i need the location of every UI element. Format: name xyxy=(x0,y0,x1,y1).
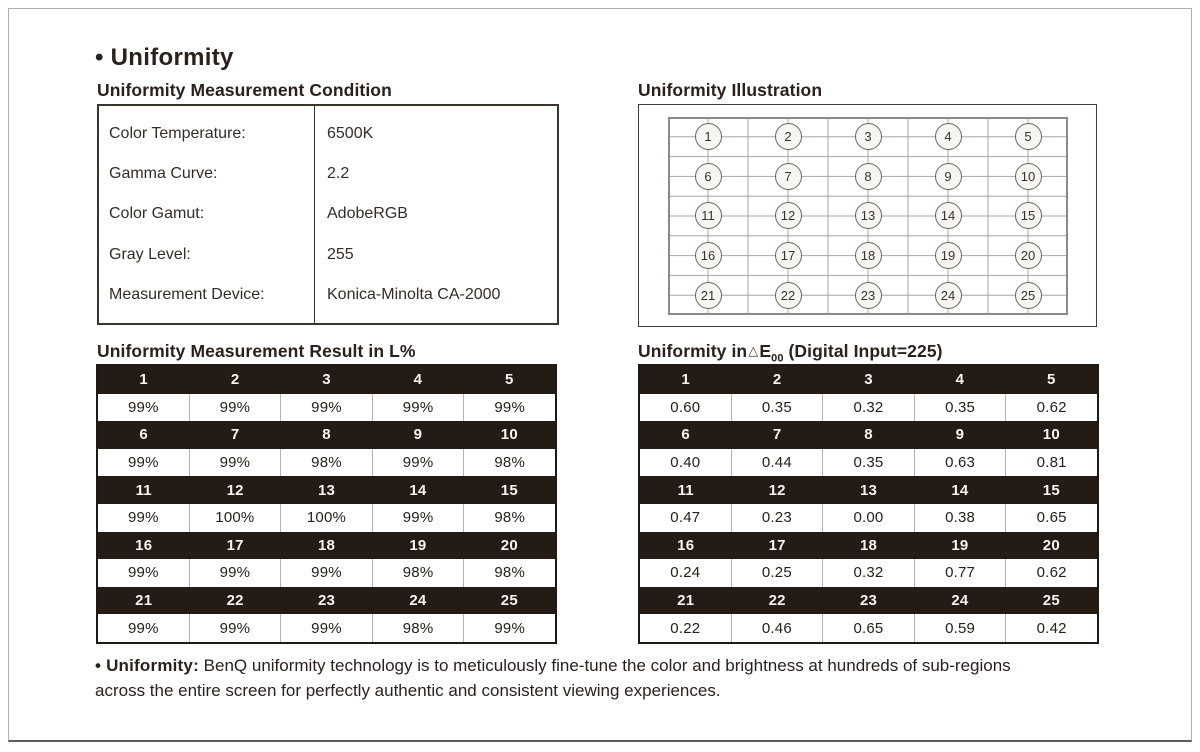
table-value-cell: 0.35 xyxy=(822,449,914,477)
table-index-cell: 25 xyxy=(500,592,518,610)
measurement-point-cell xyxy=(908,117,988,157)
condition-value: 255 xyxy=(327,245,354,263)
table-value-cell: 0.24 xyxy=(670,564,701,582)
table-value-row xyxy=(640,394,1097,422)
condition-heading: Uniformity Measurement Condition xyxy=(97,80,392,100)
table-index-row xyxy=(98,532,555,560)
measurement-point-cell xyxy=(828,196,908,236)
measurement-point-circle: 17 xyxy=(775,242,802,269)
table-value-row xyxy=(98,449,555,477)
table-index-cell: 18 xyxy=(859,536,878,554)
measurement-point-cell xyxy=(988,157,1068,197)
table-value-cell: 0.32 xyxy=(822,559,914,587)
measurement-point-cell xyxy=(908,275,988,315)
measurement-point-circle: 22 xyxy=(775,282,802,309)
measurement-point-circle: 6 xyxy=(695,163,722,190)
footer-label: • Uniformity: xyxy=(95,656,199,675)
table-index-cell: 10 xyxy=(500,426,518,444)
table-value-cell: 99% xyxy=(463,614,555,642)
table-value-cell: 0.44 xyxy=(731,449,823,477)
table-value-cell: 0.81 xyxy=(1005,449,1097,477)
table-index-cell: 8 xyxy=(864,426,873,444)
table-value-cell: 0.47 xyxy=(670,509,701,527)
table-value-cell: 0.62 xyxy=(1005,394,1097,422)
table-value-row xyxy=(98,504,555,532)
table-index-cell: 4 xyxy=(955,371,965,389)
measurement-point-circle: 21 xyxy=(695,282,722,309)
table-value-cell: 100% xyxy=(189,504,281,532)
table-index-row xyxy=(640,476,1097,504)
measurement-point-circle: 10 xyxy=(1015,163,1042,190)
table-index-cell: 10 xyxy=(1042,426,1060,444)
illustration-heading: Uniformity Illustration xyxy=(638,80,823,100)
condition-table xyxy=(97,104,559,325)
footer-text-line2: across the entire screen for perfectly authentic and consistent viewing experiences. xyxy=(95,681,721,700)
measurement-point-cell xyxy=(828,157,908,197)
measurement-point-circle: 9 xyxy=(935,163,962,190)
table-index-row xyxy=(98,587,555,615)
measurement-point-cell xyxy=(908,157,988,197)
table-value-cell: 98% xyxy=(463,449,555,477)
table-value-cell: 0.60 xyxy=(670,398,701,416)
measurement-point-circle: 1 xyxy=(695,123,722,150)
measurement-point-circle: 2 xyxy=(775,123,802,150)
table-index-row xyxy=(98,476,555,504)
measurement-point-cell xyxy=(748,196,828,236)
table-value-cell: 99% xyxy=(127,454,159,472)
table-index-row xyxy=(640,366,1097,394)
table-index-row xyxy=(640,532,1097,560)
table-value-cell: 98% xyxy=(463,559,555,587)
table-index-cell: 24 xyxy=(951,592,969,610)
table-index-cell: 8 xyxy=(322,426,331,444)
illustration-box xyxy=(638,104,1097,327)
table-index-cell: 15 xyxy=(1042,481,1060,499)
deltae-result-table xyxy=(638,364,1099,644)
measurement-point-circle: 11 xyxy=(695,202,722,229)
table-index-cell: 13 xyxy=(317,481,336,499)
measurement-point-cell xyxy=(748,236,828,276)
footer-description xyxy=(95,653,1135,703)
table-value-cell: 0.35 xyxy=(914,394,1006,422)
table-index-cell: 2 xyxy=(230,371,240,389)
table-value-cell: 0.42 xyxy=(1005,614,1097,642)
condition-value: AdobeRGB xyxy=(327,205,408,223)
table-index-cell: 5 xyxy=(505,371,514,389)
table-value-row xyxy=(640,614,1097,642)
table-index-cell: 20 xyxy=(1042,536,1060,554)
table-value-cell: 0.35 xyxy=(731,394,823,422)
table-value-row xyxy=(640,449,1097,477)
measurement-point-cell xyxy=(828,275,908,315)
table-index-cell: 23 xyxy=(859,592,878,610)
table-value-cell: 99% xyxy=(127,398,159,416)
deltae-heading-prefix: Uniformity in xyxy=(638,341,748,361)
table-value-row xyxy=(98,614,555,642)
table-value-row xyxy=(98,559,555,587)
measurement-point-cell xyxy=(668,196,748,236)
footer-text-line1: BenQ uniformity technology is to meticulously fine-tune the color and brightness at hundreds of sub-regions xyxy=(203,656,1011,675)
table-value-cell: 99% xyxy=(189,449,281,477)
table-index-cell: 12 xyxy=(226,481,244,499)
table-index-cell: 7 xyxy=(772,426,782,444)
condition-value: Konica-Minolta CA-2000 xyxy=(327,285,501,303)
condition-label: Gamma Curve: xyxy=(109,165,218,183)
measurement-point-cell xyxy=(668,117,748,157)
table-index-row xyxy=(640,587,1097,615)
table-index-row xyxy=(98,366,555,394)
measurement-point-circle: 8 xyxy=(855,163,882,190)
measurement-point-circle: 24 xyxy=(935,282,962,309)
table-index-cell: 22 xyxy=(226,592,244,610)
table-value-cell: 0.63 xyxy=(914,449,1006,477)
table-index-cell: 16 xyxy=(135,536,153,554)
table-index-cell: 1 xyxy=(139,371,148,389)
table-value-row xyxy=(640,504,1097,532)
table-index-cell: 4 xyxy=(413,371,423,389)
table-index-cell: 6 xyxy=(681,426,690,444)
measurement-point-cell xyxy=(828,236,908,276)
measurement-point-cell xyxy=(668,157,748,197)
table-index-cell: 3 xyxy=(864,371,873,389)
measurement-point-circle: 18 xyxy=(855,242,882,269)
table-index-cell: 15 xyxy=(500,481,518,499)
result-table-heading: Uniformity Measurement Result in L% xyxy=(97,341,416,361)
table-value-cell: 99% xyxy=(280,394,372,422)
table-index-cell: 5 xyxy=(1047,371,1056,389)
table-index-cell: 6 xyxy=(139,426,148,444)
table-index-cell: 17 xyxy=(768,536,786,554)
table-value-cell: 99% xyxy=(189,394,281,422)
table-value-cell: 0.38 xyxy=(914,504,1006,532)
table-value-cell: 99% xyxy=(189,614,281,642)
measurement-point-circle: 20 xyxy=(1015,242,1042,269)
table-index-cell: 14 xyxy=(409,481,427,499)
table-index-cell: 17 xyxy=(226,536,244,554)
table-value-cell: 98% xyxy=(463,504,555,532)
table-index-cell: 22 xyxy=(768,592,786,610)
table-value-cell: 0.65 xyxy=(822,614,914,642)
table-value-cell: 100% xyxy=(280,504,372,532)
condition-value-column xyxy=(315,106,557,323)
measurement-point-cell xyxy=(668,236,748,276)
deltae-e-subscript: 00 xyxy=(771,352,784,365)
table-value-cell: 99% xyxy=(127,619,159,637)
table-index-cell: 20 xyxy=(500,536,518,554)
condition-label: Color Gamut: xyxy=(109,205,205,223)
page-title: • Uniformity xyxy=(95,44,234,71)
table-index-cell: 7 xyxy=(230,426,240,444)
measurement-point-circle: 16 xyxy=(695,242,722,269)
measurement-point-circle: 19 xyxy=(935,242,962,269)
table-value-cell: 99% xyxy=(280,559,372,587)
table-value-cell: 0.40 xyxy=(670,454,701,472)
table-index-cell: 12 xyxy=(768,481,786,499)
table-index-cell: 13 xyxy=(859,481,878,499)
table-index-cell: 21 xyxy=(677,592,695,610)
condition-label: Measurement Device: xyxy=(109,285,265,303)
table-index-cell: 11 xyxy=(677,481,694,499)
table-index-cell: 16 xyxy=(677,536,695,554)
measurement-point-circle: 25 xyxy=(1015,282,1042,309)
measurement-point-circle: 23 xyxy=(855,282,882,309)
table-value-cell: 0.46 xyxy=(731,614,823,642)
table-index-cell: 24 xyxy=(409,592,427,610)
measurement-point-cell xyxy=(988,117,1068,157)
measurement-point-circle: 4 xyxy=(935,123,962,150)
table-index-cell: 14 xyxy=(951,481,969,499)
table-index-cell: 23 xyxy=(317,592,336,610)
measurement-point-circle: 13 xyxy=(855,202,882,229)
table-index-cell: 3 xyxy=(322,371,331,389)
table-value-cell: 0.22 xyxy=(670,619,701,637)
table-index-cell: 9 xyxy=(955,426,965,444)
table-value-cell: 99% xyxy=(372,504,464,532)
table-index-cell: 19 xyxy=(409,536,427,554)
table-value-cell: 98% xyxy=(280,449,372,477)
illustration-grid xyxy=(668,117,1068,315)
table-value-cell: 99% xyxy=(372,449,464,477)
table-index-cell: 1 xyxy=(681,371,690,389)
measurement-point-cell xyxy=(668,275,748,315)
table-index-row xyxy=(640,421,1097,449)
table-index-cell: 11 xyxy=(135,481,152,499)
table-index-cell: 25 xyxy=(1042,592,1060,610)
table-value-cell: 98% xyxy=(372,614,464,642)
table-value-row xyxy=(98,394,555,422)
table-value-cell: 0.00 xyxy=(822,504,914,532)
measurement-point-circle: 5 xyxy=(1015,123,1042,150)
condition-label: Gray Level: xyxy=(109,245,191,263)
measurement-point-circle: 15 xyxy=(1015,202,1042,229)
measurement-point-cell xyxy=(908,236,988,276)
table-value-row xyxy=(640,559,1097,587)
deltae-e-symbol: E xyxy=(759,341,772,361)
condition-value: 6500K xyxy=(327,125,374,143)
measurement-point-cell xyxy=(748,117,828,157)
table-value-cell: 0.59 xyxy=(914,614,1006,642)
measurement-point-cell xyxy=(988,236,1068,276)
table-value-cell: 0.77 xyxy=(914,559,1006,587)
table-value-cell: 0.25 xyxy=(731,559,823,587)
table-value-cell: 99% xyxy=(372,394,464,422)
measurement-point-cell xyxy=(988,196,1068,236)
measurement-point-cell xyxy=(828,117,908,157)
measurement-point-circle: 3 xyxy=(855,123,882,150)
luminance-result-table xyxy=(96,364,557,644)
measurement-point-cell xyxy=(988,275,1068,315)
table-index-cell: 18 xyxy=(317,536,336,554)
table-value-cell: 0.65 xyxy=(1005,504,1097,532)
measurement-point-circle: 14 xyxy=(935,202,962,229)
table-value-cell: 0.23 xyxy=(731,504,823,532)
table-value-cell: 0.32 xyxy=(822,394,914,422)
table-value-cell: 99% xyxy=(189,559,281,587)
table-index-cell: 9 xyxy=(413,426,423,444)
table-value-cell: 99% xyxy=(127,564,159,582)
table-value-cell: 99% xyxy=(280,614,372,642)
condition-label: Color Temperature: xyxy=(109,125,246,143)
table-value-cell: 99% xyxy=(127,509,159,527)
measurement-point-circles xyxy=(668,117,1068,315)
table-value-cell: 99% xyxy=(463,394,555,422)
condition-value: 2.2 xyxy=(327,165,350,183)
measurement-point-circle: 7 xyxy=(775,163,802,190)
deltae-table-heading xyxy=(638,341,943,365)
measurement-point-circle: 12 xyxy=(775,202,802,229)
table-index-row xyxy=(98,421,555,449)
table-index-cell: 2 xyxy=(772,371,782,389)
deltae-heading-suffix: (Digital Input=225) xyxy=(783,341,943,361)
measurement-point-cell xyxy=(748,157,828,197)
measurement-point-cell xyxy=(748,275,828,315)
table-value-cell: 98% xyxy=(372,559,464,587)
table-index-cell: 19 xyxy=(951,536,969,554)
measurement-point-cell xyxy=(908,196,988,236)
delta-triangle-symbol: △ xyxy=(748,343,759,358)
table-value-cell: 0.62 xyxy=(1005,559,1097,587)
table-index-cell: 21 xyxy=(135,592,153,610)
condition-label-column xyxy=(99,106,315,323)
